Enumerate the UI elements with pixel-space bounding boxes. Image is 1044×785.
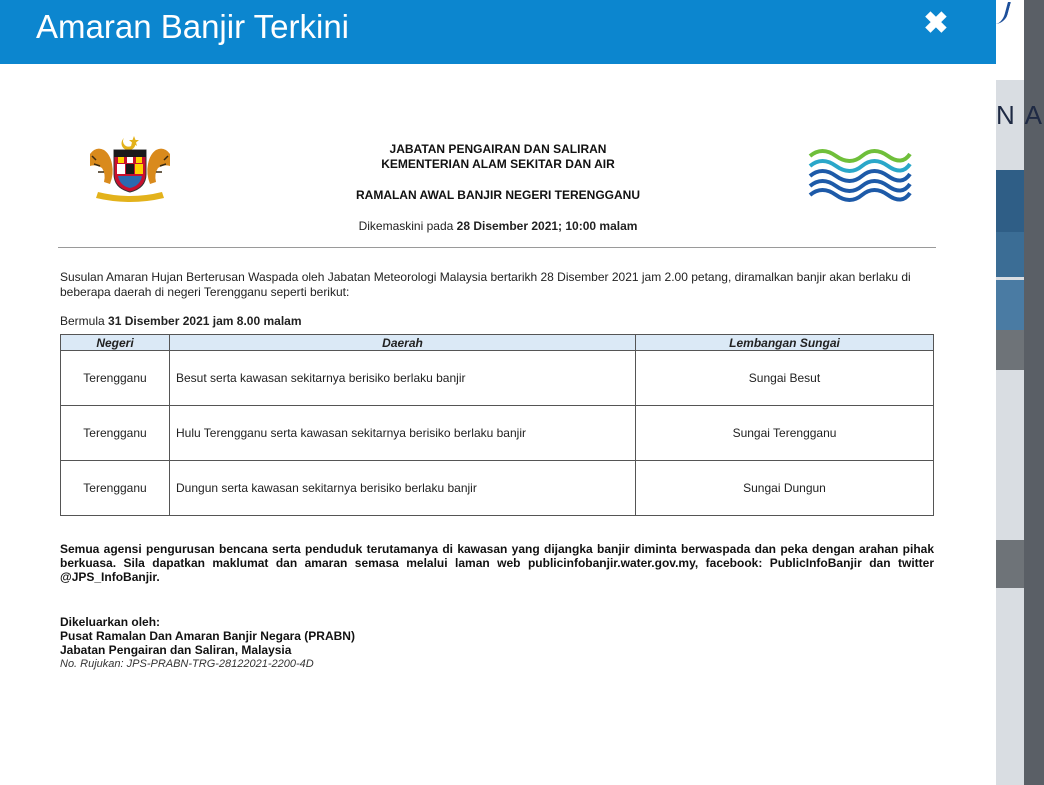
column-header-negeri: Negeri (61, 335, 170, 351)
cell-negeri: Terengganu (61, 406, 170, 461)
cell-negeri: Terengganu (61, 351, 170, 406)
cell-sungai: Sungai Besut (636, 351, 934, 406)
modal-header (0, 0, 996, 64)
table-row (61, 461, 934, 516)
column-header-daerah: Daerah (170, 335, 636, 351)
advisory-notice: Semua agensi pengurusan bencana serta penduduk terutamanya di kawasan yang dijangka banjir diminta berwaspada dan peka dengan arahan pihak berkuasa. Sila dapatkan maklumat dan amaran semasa melalui laman web publicinfobanjir.water.gov.my, facebook: PublicInfoBanjir dan twitter @JPS_InfoBanjir. (60, 542, 934, 584)
background-logo-fragment (995, 2, 1011, 24)
start-prefix: Bermula (60, 314, 105, 328)
updated-value: 28 Disember 2021; 10:00 malam (456, 219, 638, 233)
flood-forecast-table (60, 334, 934, 516)
start-value: 31 Disember 2021 jam 8.00 malam (108, 314, 302, 328)
reference-number: No. Rujukan: JPS-PRABN-TRG-28122021-2200-4D (60, 658, 314, 670)
document-title: RAMALAN AWAL BANJIR NEGERI TERENGGANU (355, 188, 640, 202)
table-row (61, 351, 934, 406)
background-partial-text: N A (996, 100, 1044, 130)
updated-prefix: Dikemaskini pada (358, 219, 454, 233)
issuer-centre: Pusat Ramalan Dan Amaran Banjir Negara (PRABN) (60, 629, 355, 643)
header-divider (58, 247, 936, 248)
updated-timestamp (0, 219, 996, 233)
department-name: JABATAN PENGAIRAN DAN SALIRAN (389, 142, 607, 156)
start-time (60, 314, 302, 328)
ministry-name: KEMENTERIAN ALAM SEKITAR DAN AIR (381, 157, 615, 171)
background-menu-band (996, 280, 1024, 330)
cell-sungai: Sungai Dungun (636, 461, 934, 516)
intro-paragraph: Susulan Amaran Hujan Berterusan Waspada oleh Jabatan Meteorologi Malaysia bertarikh 28 Disember 2021 jam 2.00 petang, diramalkan banjir akan berlaku di beberapa daerah di negeri Terengganu seperti berikut: (60, 270, 911, 299)
cell-daerah: Besut serta kawasan sekitarnya berisiko berlaku banjir (170, 351, 636, 406)
background-section (996, 540, 1024, 588)
background-menu-band (996, 232, 1024, 277)
table-row (61, 406, 934, 461)
cell-daerah: Hulu Terengganu serta kawasan sekitarnya berisiko berlaku banjir (170, 406, 636, 461)
cell-negeri: Terengganu (61, 461, 170, 516)
issued-by-label: Dikeluarkan oleh: (60, 615, 161, 629)
flood-forecast-document (0, 64, 996, 785)
background-banner (996, 170, 1024, 232)
background-page (996, 0, 1044, 785)
cell-sungai: Sungai Terengganu (636, 406, 934, 461)
cell-daerah: Dungun serta kawasan sekitarnya berisiko berlaku banjir (170, 461, 636, 516)
close-icon[interactable]: ✖ (923, 7, 949, 40)
issued-by-block (60, 615, 355, 671)
issuer-department: Jabatan Pengairan dan Saliran, Malaysia (60, 643, 292, 657)
column-header-lembangan-sungai: Lembangan Sungai (636, 335, 934, 351)
background-section (996, 330, 1024, 370)
modal-title: Amaran Banjir Terkini (36, 8, 350, 45)
table-header-row (61, 335, 934, 351)
background-header (996, 0, 1024, 80)
